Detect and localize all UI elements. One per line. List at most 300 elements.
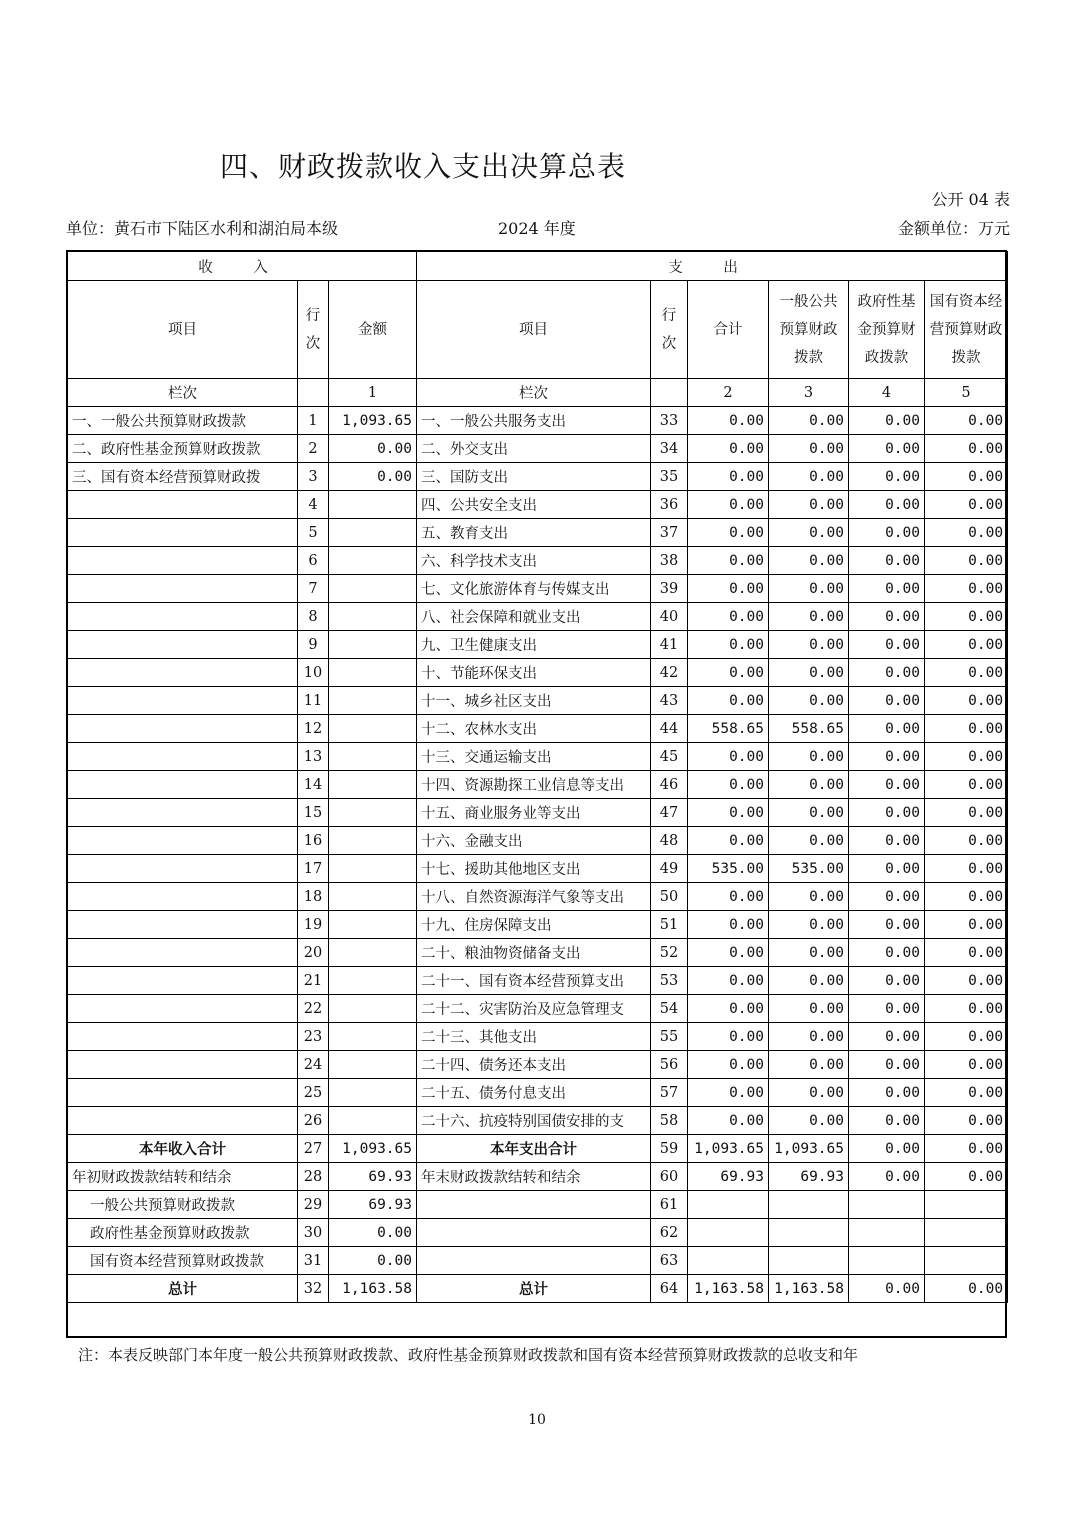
page-title: 四、财政拨款收入支出决算总表 — [220, 150, 627, 183]
end-balance-label: 年末财政拨款结转和结余 — [417, 1163, 651, 1191]
carryover-state-row — [68, 1247, 1008, 1275]
expense-line-cell: 42 — [651, 659, 688, 687]
expense-total-cell: 0.00 — [688, 547, 769, 575]
income-line-cell: 10 — [298, 659, 329, 687]
income-amount-cell — [329, 799, 417, 827]
expense-item-cell: 三、国防支出 — [417, 463, 651, 491]
expense-general-cell: 0.00 — [769, 771, 849, 799]
expense-line-cell: 49 — [651, 855, 688, 883]
expense-line-cell: 45 — [651, 743, 688, 771]
expense-item-cell: 六、科学技术支出 — [417, 547, 651, 575]
expense-item-cell: 十六、金融支出 — [417, 827, 651, 855]
income-line-cell: 13 — [298, 743, 329, 771]
expense-line-cell: 51 — [651, 911, 688, 939]
footnote: 注：本表反映部门本年度一般公共预算财政拨款、政府性基金预算财政拨款和国有资本经营预算财政拨款的总收支和年 — [78, 1346, 859, 1364]
year-expense-general: 1,093.65 — [769, 1135, 849, 1163]
expense-state-cell: 0.00 — [925, 463, 1008, 491]
empty-cell — [849, 1191, 925, 1219]
income-item-cell — [68, 519, 298, 547]
expense-state-cell: 0.00 — [925, 659, 1008, 687]
income-item-cell — [68, 911, 298, 939]
expense-general-cell: 0.00 — [769, 575, 849, 603]
expense-fund-cell: 0.00 — [849, 1023, 925, 1051]
expense-fund-cell: 0.00 — [849, 631, 925, 659]
expense-line-cell: 55 — [651, 1023, 688, 1051]
expense-general-cell: 0.00 — [769, 939, 849, 967]
begin-state-label: 国有资本经营预算财政拨款 — [68, 1247, 298, 1275]
expense-item-cell: 八、社会保障和就业支出 — [417, 603, 651, 631]
expense-fund-cell: 0.00 — [849, 855, 925, 883]
income-line-cell: 17 — [298, 855, 329, 883]
table-row — [68, 631, 1008, 659]
expense-general-cell: 558.65 — [769, 715, 849, 743]
expense-state-cell: 0.00 — [925, 939, 1008, 967]
income-line-cell: 19 — [298, 911, 329, 939]
expense-line-cell: 56 — [651, 1051, 688, 1079]
grand-expense-total: 1,163.58 — [688, 1275, 769, 1303]
expense-total-cell: 0.00 — [688, 967, 769, 995]
column-header-row — [68, 281, 1008, 379]
expense-item-cell: 十五、商业服务业等支出 — [417, 799, 651, 827]
empty-cell — [417, 1219, 651, 1247]
expense-general-cell: 0.00 — [769, 827, 849, 855]
expense-item-cell: 二十一、国有资本经营预算支出 — [417, 967, 651, 995]
income-section-header: 收 入 — [68, 252, 417, 281]
income-amount-cell — [329, 883, 417, 911]
year-expense-line: 59 — [651, 1135, 688, 1163]
income-item-cell — [68, 855, 298, 883]
table-row — [68, 1023, 1008, 1051]
expense-general-cell: 0.00 — [769, 1023, 849, 1051]
expense-line-cell: 41 — [651, 631, 688, 659]
section-header-row — [68, 252, 1008, 281]
expense-general-cell: 0.00 — [769, 435, 849, 463]
expense-total-cell: 0.00 — [688, 883, 769, 911]
expense-item-cell: 十三、交通运输支出 — [417, 743, 651, 771]
expense-general-cell: 0.00 — [769, 547, 849, 575]
expense-item-cell: 十、节能环保支出 — [417, 659, 651, 687]
expense-item-cell: 二、外交支出 — [417, 435, 651, 463]
empty-cell — [688, 1247, 769, 1275]
income-item-cell — [68, 939, 298, 967]
begin-fund-amount: 0.00 — [329, 1219, 417, 1247]
table-row — [68, 407, 1008, 435]
expense-general-cell: 0.00 — [769, 1107, 849, 1135]
empty-cell — [925, 1191, 1008, 1219]
table-row — [68, 687, 1008, 715]
expense-line-cell: 57 — [651, 1079, 688, 1107]
expense-fund-cell: 0.00 — [849, 827, 925, 855]
expense-total-cell: 0.00 — [688, 575, 769, 603]
expense-fund-cell: 0.00 — [849, 743, 925, 771]
state-capital-header: 国有资本经营预算财政拨款 — [925, 281, 1008, 379]
expense-item-cell: 十四、资源勘探工业信息等支出 — [417, 771, 651, 799]
expense-fund-cell: 0.00 — [849, 547, 925, 575]
end-balance-general: 69.93 — [769, 1163, 849, 1191]
income-line-cell: 1 — [298, 407, 329, 435]
expense-total-cell: 0.00 — [688, 799, 769, 827]
expense-line-cell: 46 — [651, 771, 688, 799]
expense-fund-cell: 0.00 — [849, 939, 925, 967]
expense-line-cell: 39 — [651, 575, 688, 603]
expense-state-cell: 0.00 — [925, 771, 1008, 799]
expense-item-cell: 五、教育支出 — [417, 519, 651, 547]
income-item-cell — [68, 1079, 298, 1107]
expense-state-cell: 0.00 — [925, 855, 1008, 883]
expense-line-cell: 47 — [651, 799, 688, 827]
expense-fund-cell: 0.00 — [849, 687, 925, 715]
table-row — [68, 1107, 1008, 1135]
table-row — [68, 463, 1008, 491]
expense-state-cell: 0.00 — [925, 603, 1008, 631]
table-row — [68, 519, 1008, 547]
income-line-cell: 12 — [298, 715, 329, 743]
col-5: 5 — [925, 379, 1008, 407]
expense-total-cell: 0.00 — [688, 435, 769, 463]
expense-general-cell: 0.00 — [769, 603, 849, 631]
income-amount-cell — [329, 827, 417, 855]
expense-item-cell: 二十二、灾害防治及应急管理支 — [417, 995, 651, 1023]
grand-expense-line: 64 — [651, 1275, 688, 1303]
expense-state-cell: 0.00 — [925, 519, 1008, 547]
table-row — [68, 575, 1008, 603]
expense-total-cell: 0.00 — [688, 743, 769, 771]
amount-unit-label: 金额单位：万元 — [897, 219, 1010, 238]
expense-item-cell: 四、公共安全支出 — [417, 491, 651, 519]
fund-budget-header: 政府性基金预算财政拨款 — [849, 281, 925, 379]
income-line-cell: 9 — [298, 631, 329, 659]
expense-item-cell: 十九、住房保障支出 — [417, 911, 651, 939]
empty-cell — [417, 1191, 651, 1219]
expense-line-cell: 37 — [651, 519, 688, 547]
income-item-cell — [68, 883, 298, 911]
expense-total-cell: 0.00 — [688, 827, 769, 855]
income-item-cell — [68, 995, 298, 1023]
income-line-cell: 8 — [298, 603, 329, 631]
end-balance-line: 60 — [651, 1163, 688, 1191]
expense-general-cell: 0.00 — [769, 407, 849, 435]
begin-fund-label: 政府性基金预算财政拨款 — [68, 1219, 298, 1247]
income-item-cell — [68, 1051, 298, 1079]
empty-cell — [925, 1247, 1008, 1275]
begin-state-line: 31 — [298, 1247, 329, 1275]
grand-income-amount: 1,163.58 — [329, 1275, 417, 1303]
income-item-cell — [68, 743, 298, 771]
expense-fund-cell: 0.00 — [849, 1051, 925, 1079]
income-item-cell — [68, 491, 298, 519]
expense-fund-cell: 0.00 — [849, 435, 925, 463]
table-row — [68, 771, 1008, 799]
empty-cell — [769, 1191, 849, 1219]
income-item-cell — [68, 687, 298, 715]
col-1: 1 — [329, 379, 417, 407]
grand-income-label: 总计 — [68, 1275, 298, 1303]
table-row — [68, 1051, 1008, 1079]
income-amount-cell — [329, 967, 417, 995]
table-row — [68, 939, 1008, 967]
income-item-cell — [68, 1107, 298, 1135]
begin-balance-amount: 69.93 — [329, 1163, 417, 1191]
expense-total-cell: 0.00 — [688, 911, 769, 939]
expense-line-cell: 50 — [651, 883, 688, 911]
begin-general-label: 一般公共预算财政拨款 — [68, 1191, 298, 1219]
income-line-cell: 14 — [298, 771, 329, 799]
expense-total-cell: 0.00 — [688, 1079, 769, 1107]
carryover-row — [68, 1163, 1008, 1191]
expense-fund-cell: 0.00 — [849, 911, 925, 939]
expense-state-cell: 0.00 — [925, 631, 1008, 659]
year-total-row — [68, 1135, 1008, 1163]
table-row — [68, 603, 1008, 631]
table-row — [68, 967, 1008, 995]
end-balance-state: 0.00 — [925, 1163, 1008, 1191]
expense-total-cell: 558.65 — [688, 715, 769, 743]
expense-line-cell: 40 — [651, 603, 688, 631]
expense-line-cell: 43 — [651, 687, 688, 715]
income-item-header: 项目 — [68, 281, 298, 379]
income-item-cell — [68, 1023, 298, 1051]
expense-state-cell: 0.00 — [925, 1051, 1008, 1079]
income-item-cell — [68, 547, 298, 575]
form-code: 公开 04 表 — [931, 190, 1010, 209]
year-expense-fund: 0.00 — [849, 1135, 925, 1163]
expense-fund-cell: 0.00 — [849, 1107, 925, 1135]
expense-line-cell: 48 — [651, 827, 688, 855]
expense-state-cell: 0.00 — [925, 435, 1008, 463]
expense-total-cell: 0.00 — [688, 463, 769, 491]
col-4: 4 — [849, 379, 925, 407]
table-row — [68, 827, 1008, 855]
table-row — [68, 855, 1008, 883]
expense-general-cell: 0.00 — [769, 1051, 849, 1079]
expense-item-header: 项目 — [417, 281, 651, 379]
income-item-cell — [68, 799, 298, 827]
table-row — [68, 715, 1008, 743]
expense-item-cell: 二十、粮油物资储备支出 — [417, 939, 651, 967]
expense-line-cell: 58 — [651, 1107, 688, 1135]
expense-general-cell: 0.00 — [769, 631, 849, 659]
expense-item-cell: 九、卫生健康支出 — [417, 631, 651, 659]
expense-fund-cell: 0.00 — [849, 407, 925, 435]
table-row — [68, 1079, 1008, 1107]
expense-line-cell: 35 — [651, 463, 688, 491]
income-amount-cell — [329, 603, 417, 631]
expense-total-cell: 0.00 — [688, 687, 769, 715]
income-amount-cell — [329, 995, 417, 1023]
table-row — [68, 659, 1008, 687]
expense-total-cell: 0.00 — [688, 659, 769, 687]
expense-line-cell: 34 — [651, 435, 688, 463]
column-number-row — [68, 379, 1008, 407]
expense-total-cell: 0.00 — [688, 939, 769, 967]
income-amount-cell — [329, 491, 417, 519]
table-row — [68, 883, 1008, 911]
income-amount-cell — [329, 519, 417, 547]
income-line-cell: 2 — [298, 435, 329, 463]
year-income-amount: 1,093.65 — [329, 1135, 417, 1163]
expense-general-cell: 0.00 — [769, 463, 849, 491]
income-line-cell: 26 — [298, 1107, 329, 1135]
year-label: 2024 年度 — [498, 219, 576, 238]
income-item-cell: 三、国有资本经营预算财政拨 — [68, 463, 298, 491]
income-line-cell: 18 — [298, 883, 329, 911]
col-label-right: 栏次 — [417, 379, 651, 407]
income-amount-cell — [329, 1023, 417, 1051]
income-item-cell — [68, 659, 298, 687]
expense-total-cell: 0.00 — [688, 995, 769, 1023]
expense-general-cell: 0.00 — [769, 967, 849, 995]
income-item-cell — [68, 715, 298, 743]
income-line-cell: 23 — [298, 1023, 329, 1051]
income-amount-cell — [329, 687, 417, 715]
end-balance-fund: 0.00 — [849, 1163, 925, 1191]
income-item-cell — [68, 603, 298, 631]
line-63: 63 — [651, 1247, 688, 1275]
expense-item-cell: 十七、援助其他地区支出 — [417, 855, 651, 883]
expense-state-cell: 0.00 — [925, 995, 1008, 1023]
total-header: 合计 — [688, 281, 769, 379]
expense-state-cell: 0.00 — [925, 715, 1008, 743]
income-item-cell — [68, 827, 298, 855]
expense-state-cell: 0.00 — [925, 547, 1008, 575]
expense-fund-cell: 0.00 — [849, 967, 925, 995]
income-line-cell: 6 — [298, 547, 329, 575]
begin-balance-line: 28 — [298, 1163, 329, 1191]
table-row — [68, 799, 1008, 827]
income-amount-cell — [329, 715, 417, 743]
expense-fund-cell: 0.00 — [849, 771, 925, 799]
income-amount-cell: 0.00 — [329, 435, 417, 463]
expense-line-cell: 36 — [651, 491, 688, 519]
expense-total-cell: 0.00 — [688, 1051, 769, 1079]
expense-total-cell: 0.00 — [688, 1023, 769, 1051]
expense-total-cell: 0.00 — [688, 631, 769, 659]
expense-general-cell: 535.00 — [769, 855, 849, 883]
empty-cell — [849, 1219, 925, 1247]
income-amount-cell — [329, 1107, 417, 1135]
col-blank — [298, 379, 329, 407]
line-61: 61 — [651, 1191, 688, 1219]
expense-item-cell: 二十三、其他支出 — [417, 1023, 651, 1051]
income-amount-cell — [329, 743, 417, 771]
begin-balance-label: 年初财政拨款结转和结余 — [68, 1163, 298, 1191]
expense-item-cell: 二十四、债务还本支出 — [417, 1051, 651, 1079]
carryover-fund-row — [68, 1219, 1008, 1247]
expense-general-cell: 0.00 — [769, 911, 849, 939]
income-line-cell: 20 — [298, 939, 329, 967]
expense-line-cell: 53 — [651, 967, 688, 995]
expense-item-cell: 十八、自然资源海洋气象等支出 — [417, 883, 651, 911]
expense-total-cell: 0.00 — [688, 1107, 769, 1135]
expense-line-cell: 44 — [651, 715, 688, 743]
expense-item-cell: 十二、农林水支出 — [417, 715, 651, 743]
expense-total-cell: 0.00 — [688, 491, 769, 519]
expense-fund-cell: 0.00 — [849, 519, 925, 547]
expense-line-cell: 54 — [651, 995, 688, 1023]
expense-general-cell: 0.00 — [769, 659, 849, 687]
income-line-cell: 4 — [298, 491, 329, 519]
income-amount-cell — [329, 939, 417, 967]
grand-income-line: 32 — [298, 1275, 329, 1303]
income-amount-cell — [329, 771, 417, 799]
expense-general-cell: 0.00 — [769, 687, 849, 715]
grand-expense-fund: 0.00 — [849, 1275, 925, 1303]
empty-cell — [769, 1219, 849, 1247]
expense-fund-cell: 0.00 — [849, 995, 925, 1023]
year-expense-total: 1,093.65 — [688, 1135, 769, 1163]
income-amount-cell — [329, 1079, 417, 1107]
empty-cell — [688, 1219, 769, 1247]
begin-general-amount: 69.93 — [329, 1191, 417, 1219]
empty-cell — [849, 1247, 925, 1275]
expense-line-cell: 38 — [651, 547, 688, 575]
income-amount-header: 金额 — [329, 281, 417, 379]
income-amount-cell — [329, 1051, 417, 1079]
grand-total-row — [68, 1275, 1008, 1303]
carryover-general-row — [68, 1191, 1008, 1219]
income-line-cell: 24 — [298, 1051, 329, 1079]
expense-general-cell: 0.00 — [769, 883, 849, 911]
income-amount-cell — [329, 575, 417, 603]
table-row — [68, 743, 1008, 771]
expense-state-cell: 0.00 — [925, 1107, 1008, 1135]
income-amount-cell — [329, 631, 417, 659]
expense-state-cell: 0.00 — [925, 743, 1008, 771]
expense-state-cell: 0.00 — [925, 1079, 1008, 1107]
expense-fund-cell: 0.00 — [849, 799, 925, 827]
expense-fund-cell: 0.00 — [849, 463, 925, 491]
expense-state-cell: 0.00 — [925, 967, 1008, 995]
income-line-header: 行次 — [298, 281, 329, 379]
income-line-cell: 21 — [298, 967, 329, 995]
income-line-cell: 16 — [298, 827, 329, 855]
income-line-cell: 7 — [298, 575, 329, 603]
year-expense-label: 本年支出合计 — [417, 1135, 651, 1163]
income-line-cell: 25 — [298, 1079, 329, 1107]
expense-state-cell: 0.00 — [925, 827, 1008, 855]
table-row — [68, 911, 1008, 939]
expense-state-cell: 0.00 — [925, 911, 1008, 939]
page-number: 10 — [528, 1412, 546, 1428]
grand-expense-state: 0.00 — [925, 1275, 1008, 1303]
expense-fund-cell: 0.00 — [849, 575, 925, 603]
income-amount-cell — [329, 547, 417, 575]
expense-state-cell: 0.00 — [925, 883, 1008, 911]
expense-fund-cell: 0.00 — [849, 883, 925, 911]
income-line-cell: 15 — [298, 799, 329, 827]
expense-line-cell: 33 — [651, 407, 688, 435]
income-line-cell: 5 — [298, 519, 329, 547]
expense-general-cell: 0.00 — [769, 519, 849, 547]
expense-total-cell: 0.00 — [688, 407, 769, 435]
appropriation-table — [67, 251, 1008, 1303]
income-amount-cell: 0.00 — [329, 463, 417, 491]
expense-section-header: 支 出 — [417, 252, 1008, 281]
expense-line-header: 行次 — [651, 281, 688, 379]
year-expense-state: 0.00 — [925, 1135, 1008, 1163]
empty-cell — [417, 1247, 651, 1275]
empty-cell — [769, 1247, 849, 1275]
general-budget-header: 一般公共预算财政拨款 — [769, 281, 849, 379]
expense-state-cell: 0.00 — [925, 799, 1008, 827]
expense-fund-cell: 0.00 — [849, 603, 925, 631]
income-item-cell — [68, 631, 298, 659]
line-62: 62 — [651, 1219, 688, 1247]
expense-state-cell: 0.00 — [925, 491, 1008, 519]
table-row — [68, 995, 1008, 1023]
income-line-cell: 11 — [298, 687, 329, 715]
expense-total-cell: 535.00 — [688, 855, 769, 883]
